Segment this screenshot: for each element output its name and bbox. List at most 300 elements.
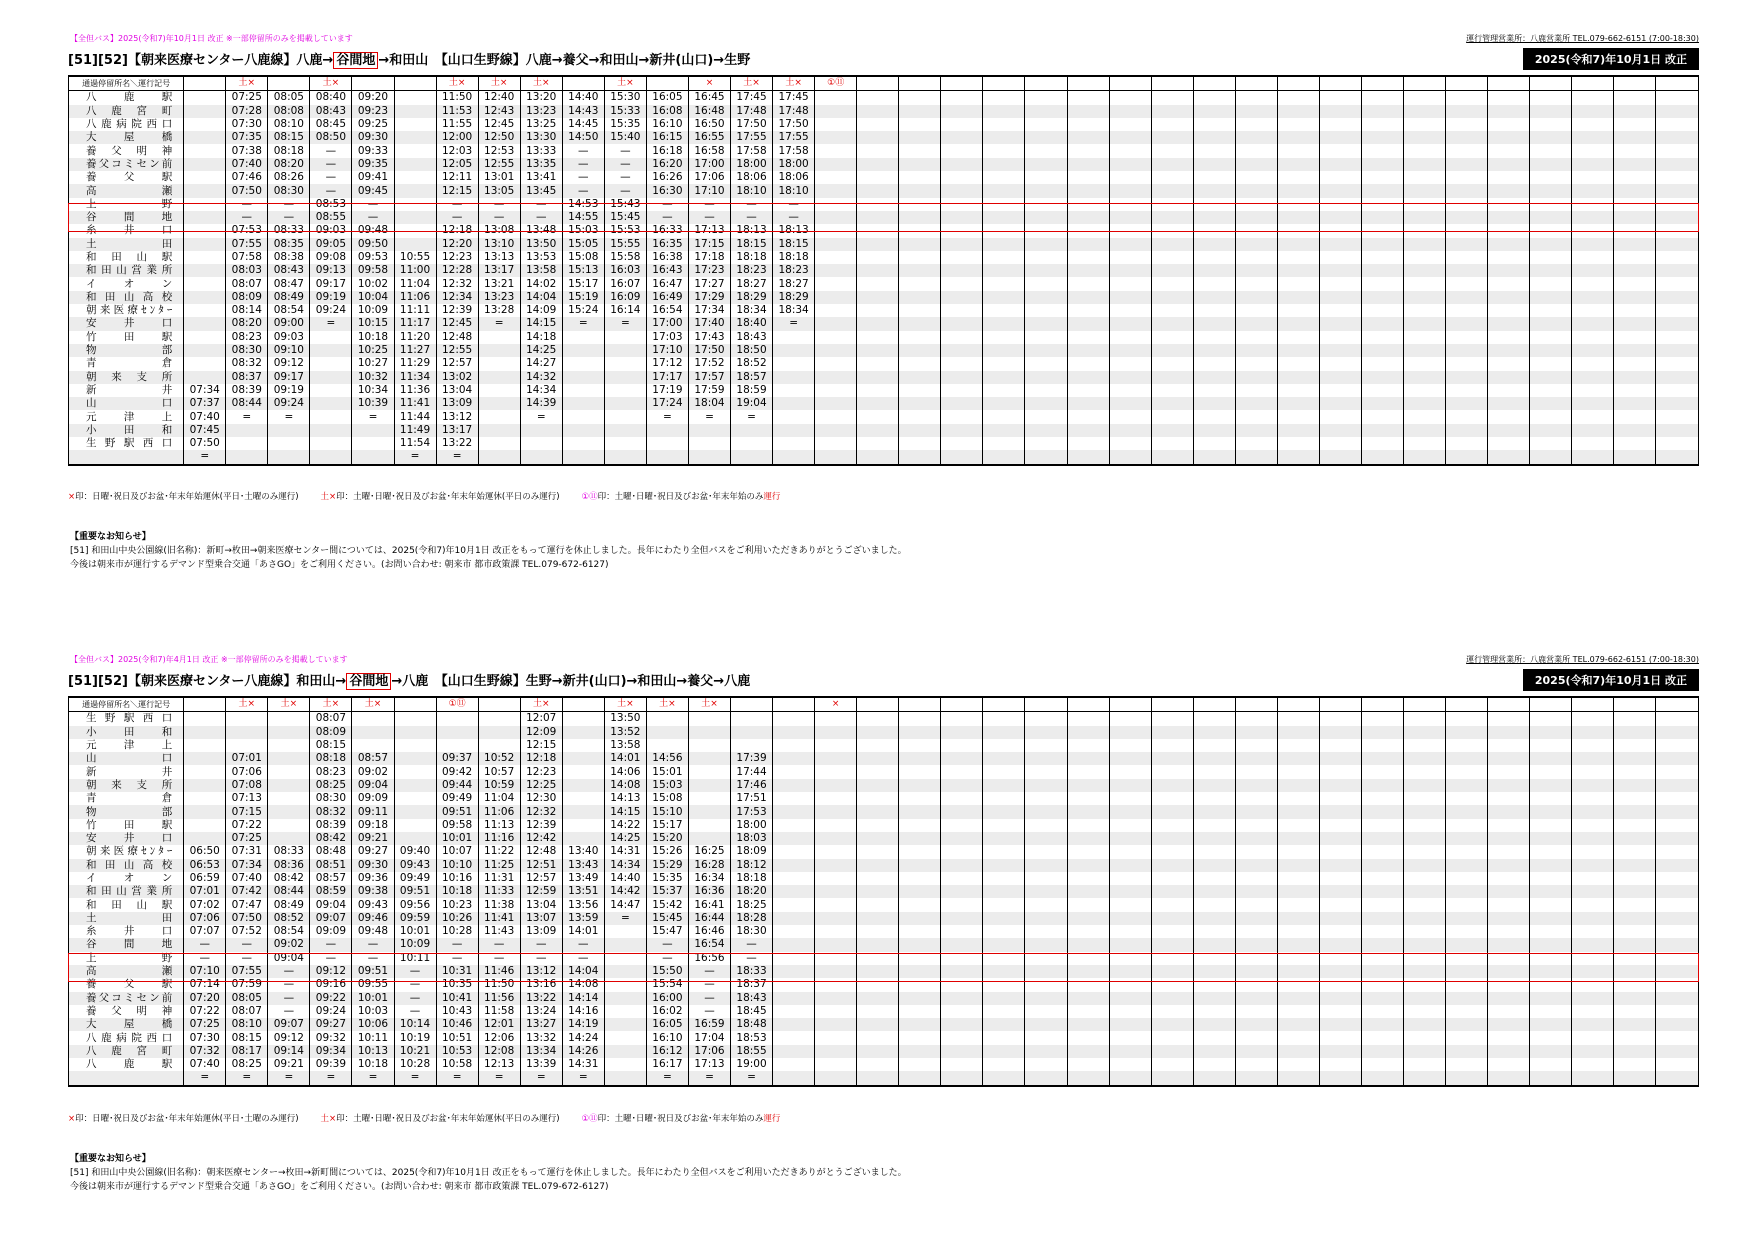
time-cell <box>1488 805 1530 818</box>
time-cell <box>1572 384 1614 397</box>
time-cell <box>1025 1005 1067 1018</box>
service-mark <box>1572 76 1614 91</box>
time-cell <box>1109 224 1151 237</box>
time-cell <box>184 131 226 144</box>
time-cell <box>1109 424 1151 437</box>
time-cell <box>604 1031 646 1044</box>
time-cell <box>815 397 857 410</box>
time-cell <box>1614 1071 1656 1085</box>
time-cell <box>1193 224 1235 237</box>
time-cell <box>815 171 857 184</box>
time-cell <box>857 450 899 464</box>
time-cell <box>1067 845 1109 858</box>
time-cell <box>1656 965 1699 978</box>
time-cell <box>857 105 899 118</box>
time-cell <box>1151 978 1193 991</box>
table-row <box>69 211 1699 224</box>
time-cell <box>1572 118 1614 131</box>
time-cell <box>436 712 478 726</box>
time-cell <box>857 1045 899 1058</box>
time-cell: 18:00 <box>773 158 815 171</box>
time-cell <box>394 131 436 144</box>
time-cell <box>1067 885 1109 898</box>
time-cell <box>1235 1005 1277 1018</box>
time-cell: 10:46 <box>436 1018 478 1031</box>
time-cell <box>1530 978 1572 991</box>
time-cell <box>1656 832 1699 845</box>
time-cell <box>1151 1045 1193 1058</box>
time-cell <box>815 779 857 792</box>
time-cell: 10:25 <box>352 344 394 357</box>
time-cell <box>941 1005 983 1018</box>
time-cell <box>1446 1045 1488 1058</box>
service-mark: 土× <box>731 76 773 91</box>
time-cell <box>1488 938 1530 951</box>
time-cell <box>1530 872 1572 885</box>
time-cell: — <box>731 938 773 951</box>
time-cell <box>773 371 815 384</box>
time-cell: 16:48 <box>688 105 730 118</box>
time-cell <box>1151 105 1193 118</box>
time-cell <box>1193 805 1235 818</box>
time-cell: 10:15 <box>352 317 394 330</box>
time-cell <box>1656 344 1699 357</box>
time-cell <box>1404 978 1446 991</box>
time-cell <box>268 792 310 805</box>
time-cell <box>394 752 436 765</box>
time-cell <box>1277 965 1319 978</box>
time-cell <box>1488 158 1530 171</box>
service-mark <box>1530 697 1572 712</box>
time-cell <box>1277 992 1319 1005</box>
time-cell <box>1277 397 1319 410</box>
time-cell <box>1530 1018 1572 1031</box>
time-cell: 18:10 <box>773 184 815 197</box>
time-cell <box>1404 805 1446 818</box>
time-cell <box>1277 211 1319 224</box>
time-cell <box>1151 384 1193 397</box>
time-cell <box>1614 859 1656 872</box>
table-row <box>69 184 1699 197</box>
time-cell: 09:45 <box>352 184 394 197</box>
time-cell: 18:03 <box>731 832 773 845</box>
time-cell <box>1530 965 1572 978</box>
time-cell: 18:45 <box>731 1005 773 1018</box>
time-cell <box>1109 91 1151 105</box>
time-cell <box>1488 779 1530 792</box>
time-cell <box>1151 885 1193 898</box>
time-cell <box>394 91 436 105</box>
time-cell <box>1277 317 1319 330</box>
time-cell <box>352 424 394 437</box>
time-cell <box>1572 845 1614 858</box>
time-cell <box>941 118 983 131</box>
time-cell <box>604 371 646 384</box>
time-cell <box>1488 765 1530 778</box>
table-row <box>69 91 1699 105</box>
time-cell <box>1025 978 1067 991</box>
time-cell <box>1488 304 1530 317</box>
time-cell <box>1277 171 1319 184</box>
time-cell <box>1488 238 1530 251</box>
time-cell <box>1319 144 1361 157</box>
time-cell: 07:40 <box>226 158 268 171</box>
time-cell <box>1277 845 1319 858</box>
time-cell <box>1488 277 1530 290</box>
time-cell <box>1319 938 1361 951</box>
time-cell <box>1025 371 1067 384</box>
time-cell <box>1446 371 1488 384</box>
time-cell: 08:09 <box>310 726 352 739</box>
time-cell: — <box>184 952 226 965</box>
time-cell <box>1235 410 1277 423</box>
time-cell <box>1067 251 1109 264</box>
time-cell <box>226 450 268 464</box>
time-cell <box>1277 912 1319 925</box>
time-cell: 17:43 <box>688 331 730 344</box>
notice-heading: 【重要なお知らせ】 <box>70 1154 151 1164</box>
time-cell <box>857 171 899 184</box>
time-cell: — <box>436 938 478 951</box>
time-cell <box>857 371 899 384</box>
time-cell <box>1614 739 1656 752</box>
table-row <box>69 765 1699 778</box>
time-cell: — <box>562 158 604 171</box>
time-cell <box>1067 1071 1109 1085</box>
time-cell <box>815 331 857 344</box>
time-cell <box>1193 91 1235 105</box>
time-cell: 16:33 <box>646 224 688 237</box>
time-cell <box>1193 344 1235 357</box>
time-cell: 16:35 <box>646 238 688 251</box>
time-cell: 18:23 <box>731 264 773 277</box>
time-cell: 15:08 <box>562 251 604 264</box>
time-cell: 07:42 <box>226 885 268 898</box>
time-cell <box>1067 91 1109 105</box>
time-cell: — <box>688 965 730 978</box>
time-cell: — <box>310 938 352 951</box>
time-cell: 17:00 <box>646 317 688 330</box>
time-cell <box>773 952 815 965</box>
time-cell <box>1025 992 1067 1005</box>
time-cell <box>1109 872 1151 885</box>
time-cell: 07:20 <box>184 992 226 1005</box>
time-cell: 12:50 <box>478 131 520 144</box>
time-cell <box>1235 1045 1277 1058</box>
time-cell: 14:45 <box>562 118 604 131</box>
time-cell <box>1404 238 1446 251</box>
time-cell <box>941 171 983 184</box>
time-cell: 18:48 <box>731 1018 773 1031</box>
table-row <box>69 739 1699 752</box>
time-cell <box>1067 198 1109 211</box>
time-cell <box>562 712 604 726</box>
time-cell: 09:07 <box>310 912 352 925</box>
time-cell <box>1151 277 1193 290</box>
time-cell <box>1361 859 1403 872</box>
time-cell: 08:30 <box>310 792 352 805</box>
time-cell <box>1530 238 1572 251</box>
time-cell <box>1109 158 1151 171</box>
time-cell: 17:27 <box>688 277 730 290</box>
time-cell: 08:23 <box>310 765 352 778</box>
time-cell: 09:44 <box>436 779 478 792</box>
time-cell: 12:32 <box>436 277 478 290</box>
time-cell <box>562 424 604 437</box>
time-cell <box>1614 765 1656 778</box>
service-mark <box>1446 697 1488 712</box>
time-cell: 16:00 <box>646 992 688 1005</box>
time-cell: 12:07 <box>520 712 562 726</box>
time-cell <box>1656 158 1699 171</box>
time-cell: 12:39 <box>436 304 478 317</box>
time-cell: 13:21 <box>478 277 520 290</box>
time-cell: 15:20 <box>646 832 688 845</box>
time-cell <box>857 739 899 752</box>
time-cell <box>815 424 857 437</box>
time-cell <box>1656 238 1699 251</box>
time-cell <box>268 424 310 437</box>
time-cell <box>941 1058 983 1071</box>
time-cell: 10:02 <box>352 277 394 290</box>
time-cell: 08:33 <box>268 845 310 858</box>
service-mark: 土× <box>604 76 646 91</box>
stop-name: 養父コミセン前 <box>69 992 184 1005</box>
time-cell: 18:29 <box>773 291 815 304</box>
time-cell <box>1319 344 1361 357</box>
time-cell <box>773 397 815 410</box>
time-cell <box>394 765 436 778</box>
service-mark <box>1067 76 1109 91</box>
time-cell <box>352 450 394 464</box>
time-cell: 16:18 <box>646 144 688 157</box>
time-cell <box>1235 251 1277 264</box>
time-cell <box>773 765 815 778</box>
time-cell: 17:06 <box>688 1045 730 1058</box>
time-cell <box>1193 898 1235 911</box>
time-cell <box>1488 118 1530 131</box>
time-cell: 17:53 <box>731 805 773 818</box>
time-cell: 13:04 <box>520 898 562 911</box>
time-cell <box>268 832 310 845</box>
time-cell: 11:46 <box>478 965 520 978</box>
time-cell <box>815 832 857 845</box>
time-cell: — <box>310 158 352 171</box>
time-cell <box>1572 277 1614 290</box>
time-cell <box>857 1058 899 1071</box>
time-cell <box>1614 291 1656 304</box>
time-cell <box>604 925 646 938</box>
time-cell: — <box>478 198 520 211</box>
time-cell <box>899 317 941 330</box>
time-cell <box>1446 845 1488 858</box>
time-cell <box>1572 331 1614 344</box>
stop-name: 上野 <box>69 198 184 211</box>
time-cell <box>899 819 941 832</box>
time-cell: 18:20 <box>731 885 773 898</box>
time-cell: 11:06 <box>478 805 520 818</box>
time-cell <box>1151 1018 1193 1031</box>
service-mark: 土× <box>604 697 646 712</box>
stop-name: 朝来支所 <box>69 371 184 384</box>
notice-line-1: [51] 和田山中央公園線(旧名称)：朝来医療センター→枚田→新町間については、2025(令和7)年10月1日 改正をもって運行を休止しました。長年にわたり全但バスをご利用いただきありがとうございました。 <box>70 1168 907 1178</box>
time-cell <box>436 726 478 739</box>
time-cell: 14:16 <box>562 1005 604 1018</box>
time-cell <box>815 158 857 171</box>
time-cell: 18:15 <box>773 238 815 251</box>
time-cell <box>1193 1071 1235 1085</box>
time-cell: 15:24 <box>562 304 604 317</box>
time-cell <box>1656 291 1699 304</box>
time-cell <box>857 938 899 951</box>
time-cell: 08:39 <box>310 819 352 832</box>
time-cell: — <box>394 978 436 991</box>
time-cell <box>1235 371 1277 384</box>
time-cell <box>1235 357 1277 370</box>
time-cell <box>1319 739 1361 752</box>
time-cell: 07:22 <box>184 1005 226 1018</box>
stop-name: 八鹿病院西口 <box>69 1031 184 1044</box>
time-cell <box>983 450 1025 464</box>
table-row <box>69 779 1699 792</box>
table-row <box>69 805 1699 818</box>
time-cell <box>983 819 1025 832</box>
time-cell <box>1025 819 1067 832</box>
time-cell <box>1530 371 1572 384</box>
time-cell <box>1067 384 1109 397</box>
route-title-suffix: →和田山 【山口生野線】八鹿→養父→和田山→新井(山口)→生野 <box>378 53 751 68</box>
time-cell: 13:22 <box>436 437 478 450</box>
time-cell <box>773 1058 815 1071</box>
time-cell: 07:35 <box>226 131 268 144</box>
time-cell <box>1488 171 1530 184</box>
time-cell <box>1572 1005 1614 1018</box>
time-cell <box>773 437 815 450</box>
time-cell: = <box>731 1071 773 1085</box>
service-mark: 土× <box>310 76 352 91</box>
time-cell: 16:55 <box>688 131 730 144</box>
time-cell: — <box>646 952 688 965</box>
time-cell: = <box>604 912 646 925</box>
time-cell <box>1277 978 1319 991</box>
time-cell: 17:04 <box>688 1031 730 1044</box>
time-cell <box>1530 832 1572 845</box>
service-mark <box>1235 697 1277 712</box>
time-cell <box>815 965 857 978</box>
time-cell <box>1530 91 1572 105</box>
time-cell: 17:29 <box>688 291 730 304</box>
time-cell <box>941 144 983 157</box>
time-cell: 09:30 <box>352 859 394 872</box>
time-cell: 13:24 <box>520 1005 562 1018</box>
time-cell <box>1067 898 1109 911</box>
time-cell <box>1235 978 1277 991</box>
time-cell <box>1067 144 1109 157</box>
time-cell <box>1361 437 1403 450</box>
time-cell <box>899 198 941 211</box>
time-cell: 08:15 <box>268 131 310 144</box>
time-cell <box>1319 845 1361 858</box>
time-cell <box>773 898 815 911</box>
time-cell: 16:14 <box>604 304 646 317</box>
time-cell: 07:32 <box>184 1045 226 1058</box>
time-cell <box>1235 898 1277 911</box>
time-cell <box>815 211 857 224</box>
time-cell: 08:15 <box>226 1031 268 1044</box>
time-cell <box>815 819 857 832</box>
time-cell <box>899 291 941 304</box>
time-cell: 08:05 <box>268 91 310 105</box>
time-cell: 09:51 <box>436 805 478 818</box>
time-cell <box>1025 224 1067 237</box>
time-cell <box>1235 238 1277 251</box>
time-cell: 16:03 <box>604 264 646 277</box>
time-cell: 17:58 <box>773 144 815 157</box>
time-cell: 08:45 <box>310 118 352 131</box>
time-cell: 08:35 <box>268 238 310 251</box>
time-cell: 12:48 <box>520 845 562 858</box>
time-cell <box>941 805 983 818</box>
service-mark: 土× <box>310 697 352 712</box>
stop-name: 谷間地 <box>69 938 184 951</box>
time-cell <box>1656 211 1699 224</box>
time-cell <box>1656 819 1699 832</box>
time-cell <box>941 371 983 384</box>
time-cell <box>1488 792 1530 805</box>
legend <box>68 490 802 502</box>
time-cell: 13:53 <box>520 251 562 264</box>
time-cell <box>1277 765 1319 778</box>
time-cell <box>1530 105 1572 118</box>
time-cell: 13:52 <box>604 726 646 739</box>
time-cell <box>1361 779 1403 792</box>
service-mark <box>1319 76 1361 91</box>
time-cell <box>773 885 815 898</box>
time-cell <box>1404 712 1446 726</box>
time-cell <box>1361 158 1403 171</box>
time-cell <box>394 712 436 726</box>
time-cell <box>1235 938 1277 951</box>
time-cell: 16:12 <box>646 1045 688 1058</box>
time-cell <box>1319 198 1361 211</box>
time-cell: 13:10 <box>478 238 520 251</box>
service-mark <box>983 697 1025 712</box>
time-cell <box>1109 992 1151 1005</box>
time-cell <box>1446 752 1488 765</box>
time-cell: 09:12 <box>268 1031 310 1044</box>
time-cell <box>1488 739 1530 752</box>
time-cell <box>604 331 646 344</box>
stop-name: 朝来医療ｾﾝﾀｰ <box>69 845 184 858</box>
time-cell: 12:48 <box>436 331 478 344</box>
table-row <box>69 832 1699 845</box>
time-cell <box>394 158 436 171</box>
stop-name: 竹田駅 <box>69 331 184 344</box>
time-cell <box>1488 885 1530 898</box>
time-cell <box>1235 171 1277 184</box>
time-cell <box>983 211 1025 224</box>
time-cell: 09:00 <box>268 317 310 330</box>
time-cell: 09:33 <box>352 144 394 157</box>
time-cell <box>1109 978 1151 991</box>
time-cell: 09:48 <box>352 224 394 237</box>
time-cell <box>1235 859 1277 872</box>
time-cell <box>1109 105 1151 118</box>
time-cell <box>1446 739 1488 752</box>
time-cell <box>1025 437 1067 450</box>
time-cell <box>1656 1005 1699 1018</box>
time-cell <box>899 437 941 450</box>
